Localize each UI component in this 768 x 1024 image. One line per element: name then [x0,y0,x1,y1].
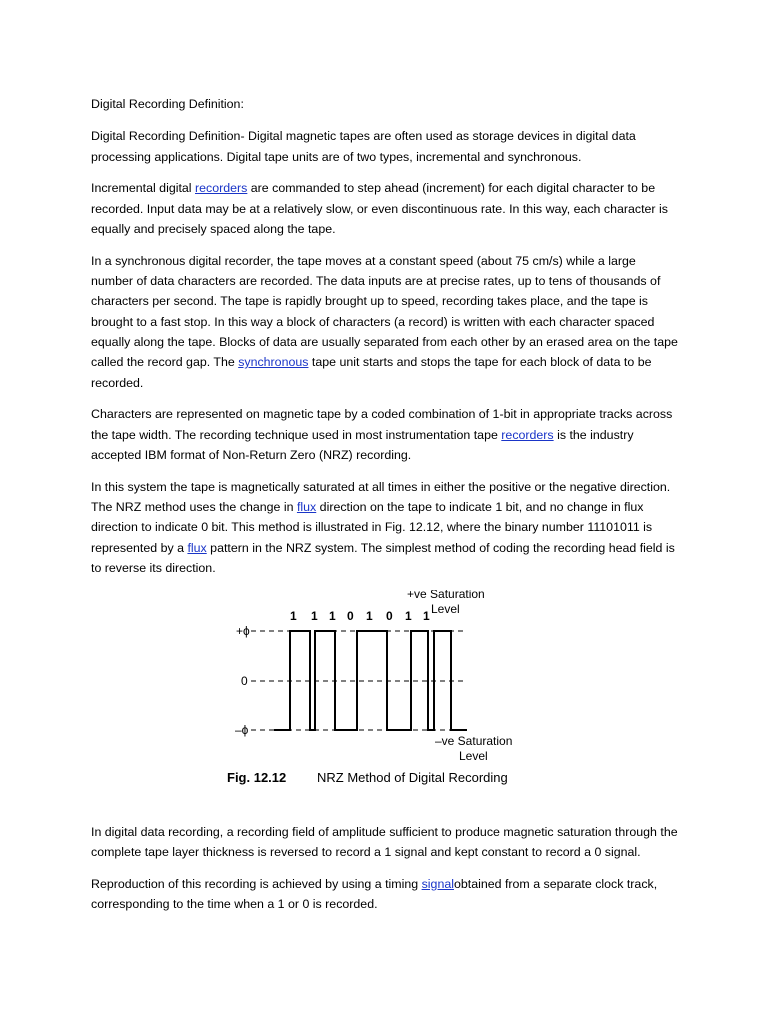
text-run: are commanded to step ahead (increment) for each digital character to be recorded. Input data may be at a relatively slow, or even discontinuous rate. In this way, each character is equally and precisely spaced along the tape. [91,181,668,236]
paragraph-synchronous [91,251,681,393]
nrz-diagram [91,590,681,818]
negative-saturation-level: Level [459,748,488,763]
bit-label: 1 [329,608,336,623]
paragraph-intro: Digital Recording Definition- Digital magnetic tapes are often used as storage devices in digital data processing applications. Digital tape units are of two types, incremental and synchronous. [91,129,636,164]
positive-level-label: +ϕ [236,623,250,638]
paragraph-saturation [91,477,681,578]
negative-level-label: –ϕ [235,722,249,737]
bit-label: 1 [405,608,412,623]
figure-number: Fig. 12.12 [227,769,287,785]
flux-link[interactable]: flux [187,540,207,555]
text-run: direction on the tape to indicate 1 bit, and no change in flux direction to indicate 0 bit. This method is illustrated in Fig. 12.12, where the binary number 11101011 is represented by a [91,500,653,555]
paragraph-reproduction [91,874,681,915]
negative-saturation-label: –ve Saturation [435,733,513,748]
paragraph-incremental [91,178,681,239]
text-run: Incremental digital [91,181,195,196]
signal-link[interactable]: signal [421,876,454,891]
positive-saturation-level: Level [431,601,460,616]
bit-label: 1 [290,608,297,623]
document-title: Digital Recording Definition: [91,97,244,111]
figure-caption: NRZ Method of Digital Recording [317,769,508,785]
bit-label: 1 [423,608,430,623]
bit-label: 0 [386,608,393,623]
text-run: tape unit starts and stops the tape for each block of data to be recorded. [91,355,652,390]
recorders-link[interactable]: recorders [195,181,248,196]
flux-link[interactable]: flux [296,500,317,515]
text-run: In a synchronous digital recorder, the tape moves at a constant speed (about 75 cm/s) while a large number of data characters are recorded. The data inputs are at precise rates, up to tens of thousands of characters per second. The tape is rapidly brought up to speed, recording takes place, and the tape is brought to a fast stop. In this way a block of characters (a record) is written with each character spaced equally along the tape. Blocks of data are usually separated from each other by an erased area on the tape called the record gap. The [91,253,678,370]
positive-saturation-label: +ve Saturation [407,589,485,601]
text-run: pattern in the NRZ system. The simplest method of coding the recording head field is to reverse its direction. [91,540,675,575]
text-run: Characters are represented on magnetic tape by a coded combination of 1-bit in appropriate tracks across the tape width. The recording technique used in most instrumentation tape [91,407,673,442]
text-run: In this system the tape is magnetically saturated at all times in either the positive or the negative direction. The NRZ method uses the change in [91,479,671,515]
bit-label: 1 [366,608,373,623]
document-body [91,94,681,926]
zero-level-label: 0 [241,673,248,688]
bit-label: 1 [311,608,318,623]
text-run: Reproduction of this recording is achieved by using a timing [91,876,422,891]
bit-label: 0 [347,608,354,623]
nrz-figure [91,590,681,818]
paragraph-recording-field: In digital data recording, a recording field of amplitude sufficient to produce magnetic saturation through the complete tape layer thickness is reversed to record a 1 signal and kept constant to record a 0 signal. [91,824,678,860]
text-run: obtained from a separate clock track, corresponding to the time when a 1 or 0 is recorded. [91,876,658,912]
paragraph-nrz-format [91,404,681,465]
synchronous-link[interactable]: synchronous [238,355,309,370]
recorders-link[interactable]: recorders [501,427,554,442]
text-run: is the industry accepted IBM format of Non-Return Zero (NRZ) recording. [91,427,634,462]
